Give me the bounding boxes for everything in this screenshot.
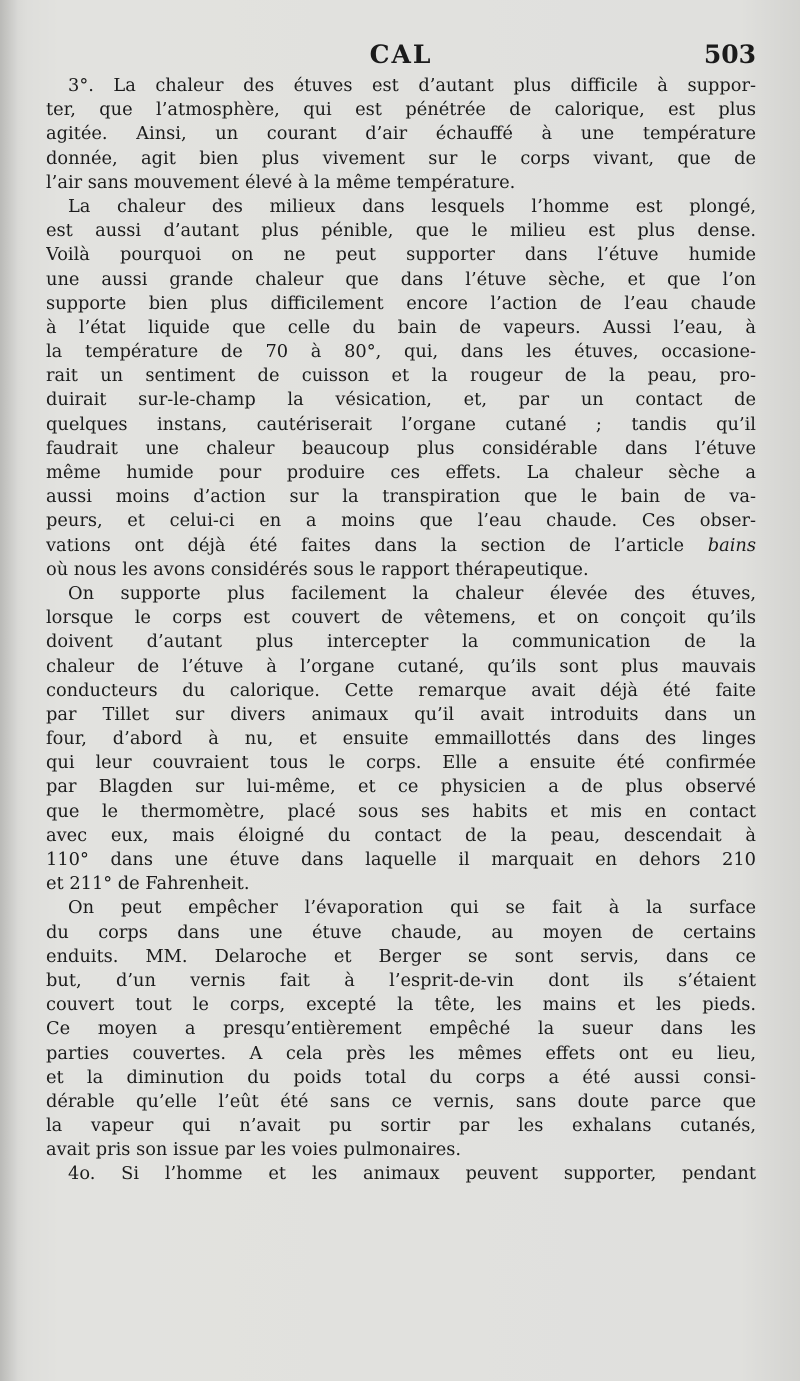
text-line: même humide pour produire ces effets. La chaleur sèche a [46, 462, 756, 483]
text-line: doivent d’autant plus intercepter la communication de la [46, 631, 756, 653]
text-line: vations ont déjà été faites dans la section de l’article bains [46, 534, 756, 556]
text-line: où nous les avons considérés sous le rapport thérapeutique. [46, 558, 589, 580]
text-line: 3°. La chaleur des étuves est d’autant plus difficile à suppor- [68, 75, 756, 96]
text-line: et la diminution du poids total du corps a été aussi consi- [46, 1066, 756, 1088]
text-line: avait pris son issue par les voies pulmonaires. [46, 1139, 462, 1161]
text-line: qui leur couvraient tous le corps. Elle a ensuite été confirmée [46, 752, 756, 774]
text-line: est aussi d’autant plus pénible, que le milieu est plus dense. [46, 220, 756, 242]
page-number: 503 [703, 40, 756, 69]
running-title: CAL [369, 40, 433, 69]
text-line: enduits. MM. Delaroche et Berger se sont servis, dans ce [46, 945, 756, 967]
text-line: que le thermomètre, placé sous ses habits et mis en contact [46, 800, 756, 822]
text-line: conducteurs du calorique. Cette remarque avait déjà été faite [46, 679, 756, 701]
text-line: couvert tout le corps, excepté la tête, les mains et les pieds. [46, 994, 756, 1016]
text-line: rait un sentiment de cuisson et la rougeur de la peau, pro- [46, 365, 756, 387]
text-line: chaleur de l’étuve à l’organe cutané, qu’ils sont plus mauvais [46, 655, 756, 677]
text-line: par Tillet sur divers animaux qu’il avait introduits dans un [46, 703, 756, 725]
text-line: La chaleur des milieux dans lesquels l’homme est plongé, [68, 195, 756, 217]
body-text [46, 74, 756, 1187]
text-line: four, d’abord à nu, et ensuite emmaillottés dans des linges [46, 728, 756, 750]
text-line: donnée, agit bien plus vivement sur le corps vivant, que de [46, 147, 756, 169]
text-line: aussi moins d’action sur la transpiration que le bain de va- [46, 486, 756, 508]
text-line: la température de 70 à 80°, qui, dans les étuves, occasione- [46, 341, 756, 363]
text-line: par Blagden sur lui-même, et ce physicien a de plus observé [46, 776, 756, 798]
text-line: duirait sur-le-champ la vésication, et, par un contact de [46, 389, 756, 411]
text-line: ter, que l’atmosphère, qui est pénétrée de calorique, est plus [46, 99, 756, 121]
text-line: dérable qu’elle l’eût été sans ce vernis, sans doute parce que [46, 1090, 756, 1112]
text-line: une aussi grande chaleur que dans l’étuve sèche, et que l’on [46, 268, 756, 290]
text-line: On supporte plus facilement la chaleur élevée des étuves, [68, 582, 756, 604]
text-line: 4o. Si l’homme et les animaux peuvent supporter, pendant [68, 1163, 756, 1185]
text-line: Ce moyen a presqu’entièrement empêché la sueur dans les [46, 1018, 756, 1040]
text-line: et 211° de Fahrenheit. [46, 873, 250, 895]
text-line: but, d’un vernis fait à l’esprit-de-vin dont ils s’étaient [46, 969, 756, 991]
text-line: quelques instans, cautériserait l’organe cutané ; tandis qu’il [46, 413, 756, 435]
gutter-shadow [0, 0, 18, 1381]
text-line: parties couvertes. A cela près les mêmes effets ont eu lieu, [46, 1042, 756, 1064]
text-line: Voilà pourquoi on ne peut supporter dans l’étuve humide [46, 244, 756, 266]
text-line: peurs, et celui-ci en a moins que l’eau chaude. Ces obser- [46, 510, 756, 532]
text-line: faudrait une chaleur beaucoup plus considérable dans l’étuve [46, 437, 756, 459]
text-line: 110° dans une étuve dans laquelle il marquait en dehors 210 [46, 849, 756, 870]
text-line: à l’état liquide que celle du bain de vapeurs. Aussi l’eau, à [46, 316, 756, 338]
text-line: du corps dans une étuve chaude, au moyen de certains [46, 921, 756, 943]
text-line: lorsque le corps est couvert de vêtemens, et on conçoit qu’ils [46, 607, 756, 629]
text-line: supporte bien plus difficilement encore l’action de l’eau chaude [46, 292, 756, 314]
text-line: l’air sans mouvement élevé à la même température. [46, 171, 516, 193]
italic-term: bains [707, 534, 756, 556]
text-line: avec eux, mais éloigné du contact de la peau, descendait à [46, 824, 756, 846]
text-line: On peut empêcher l’évaporation qui se fait à la surface [68, 897, 756, 919]
text-line: la vapeur qui n’avait pu sortir par les exhalans cutanés, [46, 1115, 756, 1137]
running-head [46, 40, 756, 76]
text-line: agitée. Ainsi, un courant d’air échauffé à une température [46, 123, 756, 145]
